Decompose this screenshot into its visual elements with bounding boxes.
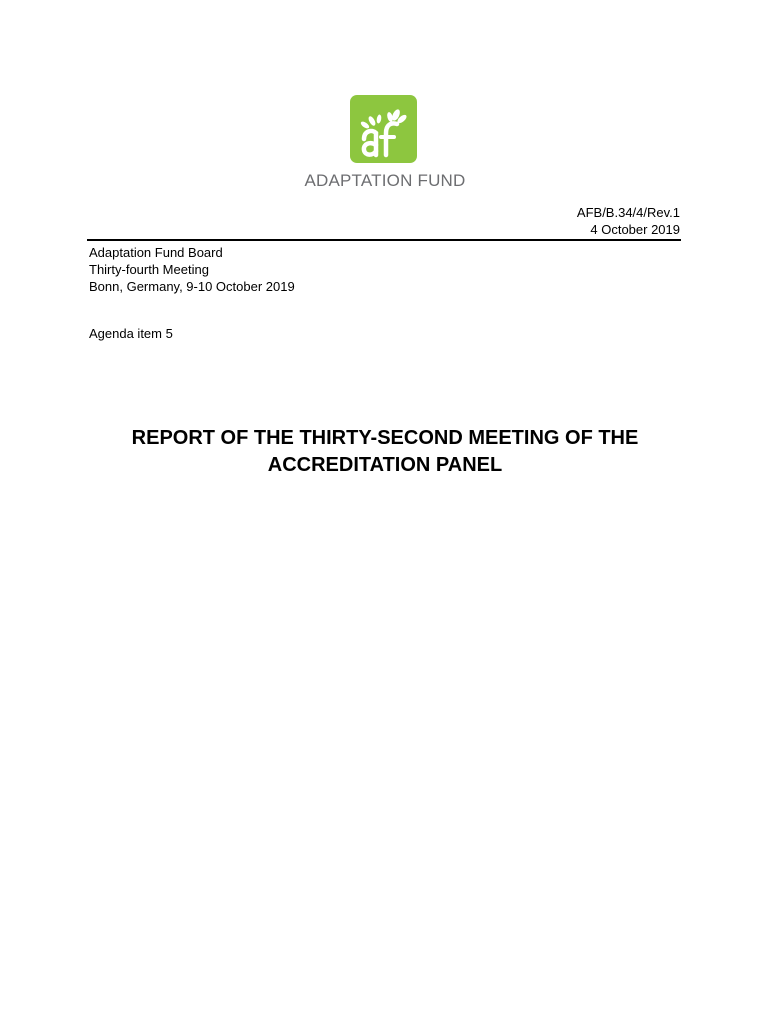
meeting-name: Thirty-fourth Meeting <box>89 262 209 277</box>
document-title-line-1: REPORT OF THE THIRTY-SECOND MEETING OF THE <box>131 427 639 449</box>
board-name: Adaptation Fund Board <box>89 245 223 260</box>
document-date: 4 October 2019 <box>590 222 680 237</box>
meeting-info-block <box>89 244 295 295</box>
header-divider <box>87 239 681 241</box>
document-reference-block <box>577 204 680 238</box>
document-title-line-2: ACCREDITATION PANEL <box>267 454 503 476</box>
agenda-item: Agenda item 5 <box>89 326 173 341</box>
meeting-location-dates: Bonn, Germany, 9-10 October 2019 <box>89 279 295 294</box>
logo-mark-icon <box>350 95 417 163</box>
document-symbol: AFB/B.34/4/Rev.1 <box>576 205 680 220</box>
document-title <box>60 425 710 479</box>
logo-wordmark: ADAPTATION FUND <box>304 171 466 190</box>
